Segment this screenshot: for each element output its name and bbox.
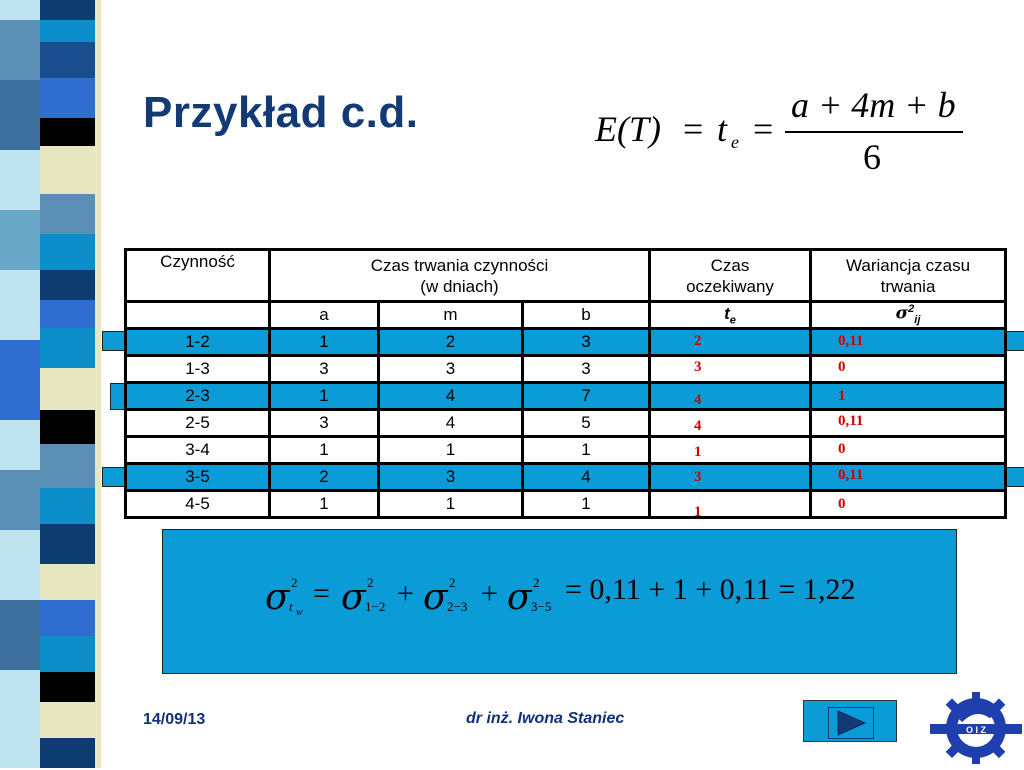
cell-expected-time — [650, 464, 811, 491]
cell-activity: 1-3 — [126, 356, 270, 383]
subheader-sigma — [811, 302, 1006, 329]
expected-time-value: 2 — [694, 333, 702, 349]
cell-m: 3 — [379, 356, 523, 383]
cell-m: 4 — [379, 410, 523, 437]
cell-m: 1 — [379, 491, 523, 518]
plus-2: + — [481, 577, 498, 610]
cell-expected-time — [650, 383, 811, 410]
cell-a: 1 — [270, 329, 379, 356]
sigma-35: σ — [507, 577, 532, 618]
variance-value: 0 — [838, 496, 846, 512]
cell-a: 3 — [270, 410, 379, 437]
header-activity: Czynność — [126, 250, 270, 302]
expected-time-value: 4 — [694, 392, 702, 408]
table-row — [126, 410, 1006, 437]
slide-title: Przykład c.d. — [143, 88, 419, 137]
cell-b: 5 — [523, 410, 650, 437]
header-duration-line1: Czas trwania czynności — [370, 255, 549, 275]
formula-lhs: E(T) — [595, 109, 661, 149]
cell-a: 2 — [270, 464, 379, 491]
subheader-te-sub: e — [729, 314, 736, 327]
cell-activity: 3-4 — [126, 437, 270, 464]
sigma-tw: σ — [265, 577, 290, 618]
variance-sum-formula — [265, 573, 885, 623]
formula-numerator: a + 4m + b — [791, 85, 956, 125]
play-triangle-icon — [829, 708, 873, 738]
cell-b: 3 — [523, 356, 650, 383]
footer-author: dr inż. Iwona Staniec — [466, 710, 625, 727]
cell-activity: 4-5 — [126, 491, 270, 518]
expected-time-value: 3 — [694, 469, 702, 485]
expected-time-value: 3 — [694, 359, 702, 375]
variance-value: 0 — [838, 441, 846, 457]
subheader-te — [650, 302, 811, 329]
subheader-sigma-symbol: σ — [895, 304, 909, 325]
cell-b: 1 — [523, 437, 650, 464]
formula-equals-1: = — [683, 109, 704, 149]
sigma-35-sq: 2 — [533, 575, 540, 590]
header-expected-line2: oczekiwany — [686, 276, 774, 296]
cell-a: 1 — [270, 491, 379, 518]
variance-value: 1 — [838, 388, 846, 404]
expected-time-value: 4 — [694, 418, 702, 434]
cell-a: 1 — [270, 383, 379, 410]
table-row — [126, 356, 1006, 383]
cell-a: 1 — [270, 437, 379, 464]
cell-m: 2 — [379, 329, 523, 356]
header-expected-line1: Czas — [710, 255, 750, 275]
subheader-empty — [126, 302, 270, 329]
table-row — [126, 491, 1006, 518]
sigma-35-sub: 3−5 — [531, 599, 552, 614]
table-row — [126, 437, 1006, 464]
cell-activity: 3-5 — [126, 464, 270, 491]
oiz-gear-logo — [930, 690, 1022, 765]
table-body — [126, 329, 1006, 518]
cell-activity: 1-2 — [126, 329, 270, 356]
cell-activity: 2-3 — [126, 383, 270, 410]
formula-equals-2: = — [753, 109, 774, 149]
expected-time-value: 1 — [694, 504, 702, 520]
header-variance-line1: Wariancja czasu — [845, 255, 971, 275]
eq-1: = — [313, 577, 330, 610]
cell-m: 1 — [379, 437, 523, 464]
sigma-23-sub: 2−3 — [447, 599, 468, 614]
cell-b: 3 — [523, 329, 650, 356]
sigma-12: σ — [341, 577, 366, 618]
cell-expected-time — [650, 437, 811, 464]
svg-text:O I Z: O I Z — [966, 725, 986, 735]
cell-b: 7 — [523, 383, 650, 410]
header-duration-line2: (w dniach) — [420, 276, 499, 296]
subheader-b: b — [523, 302, 650, 329]
sigma-12-sq: 2 — [367, 575, 374, 590]
cell-b: 4 — [523, 464, 650, 491]
pert-table — [124, 248, 1007, 519]
fraction-bar — [785, 131, 963, 133]
next-button-frame — [828, 707, 874, 739]
subheader-sigma-sup: 2 — [908, 303, 915, 316]
table-row — [126, 383, 1006, 410]
variance-value: 0,11 — [838, 333, 864, 349]
expected-time-formula — [595, 85, 975, 188]
variance-value: 0,11 — [838, 413, 864, 429]
subheader-sigma-sub: ij — [914, 314, 921, 327]
cell-expected-time — [650, 410, 811, 437]
formula-t-sub: e — [731, 132, 739, 152]
header-variance — [811, 250, 1006, 302]
sigma-23-sq: 2 — [449, 575, 456, 590]
cell-expected-time — [650, 329, 811, 356]
cell-expected-time — [650, 356, 811, 383]
cell-a: 3 — [270, 356, 379, 383]
cell-expected-time — [650, 491, 811, 518]
subheader-te-t: t — [724, 303, 730, 323]
header-duration — [270, 250, 650, 302]
header-expected-time — [650, 250, 811, 302]
formula-t: t — [717, 109, 728, 149]
cell-m: 4 — [379, 383, 523, 410]
sigma-tw-sq: 2 — [291, 575, 298, 590]
cell-activity: 2-5 — [126, 410, 270, 437]
sigma-tw-sub-w: w — [296, 607, 303, 618]
expected-time-value: 1 — [694, 444, 702, 460]
variance-value: 0 — [838, 359, 846, 375]
next-slide-button[interactable] — [803, 700, 897, 742]
variance-value: 0,11 — [838, 467, 864, 483]
subheader-m: m — [379, 302, 523, 329]
subheader-a: a — [270, 302, 379, 329]
plus-1: + — [397, 577, 414, 610]
sigma-tw-sub-t: t — [289, 599, 293, 614]
cell-b: 1 — [523, 491, 650, 518]
sigma-23: σ — [423, 577, 448, 618]
footer-date: 14/09/13 — [143, 711, 206, 728]
header-variance-line2: trwania — [880, 276, 936, 296]
table-row — [126, 329, 1006, 356]
sigma-12-sub: 1−2 — [365, 599, 386, 614]
left-decorative-strip — [0, 0, 118, 768]
cell-m: 3 — [379, 464, 523, 491]
variance-result: = 0,11 + 1 + 0,11 = 1,22 — [565, 573, 856, 606]
formula-denominator: 6 — [863, 137, 881, 177]
oiz-logo-icon — [930, 690, 1022, 765]
table-row — [126, 464, 1006, 491]
